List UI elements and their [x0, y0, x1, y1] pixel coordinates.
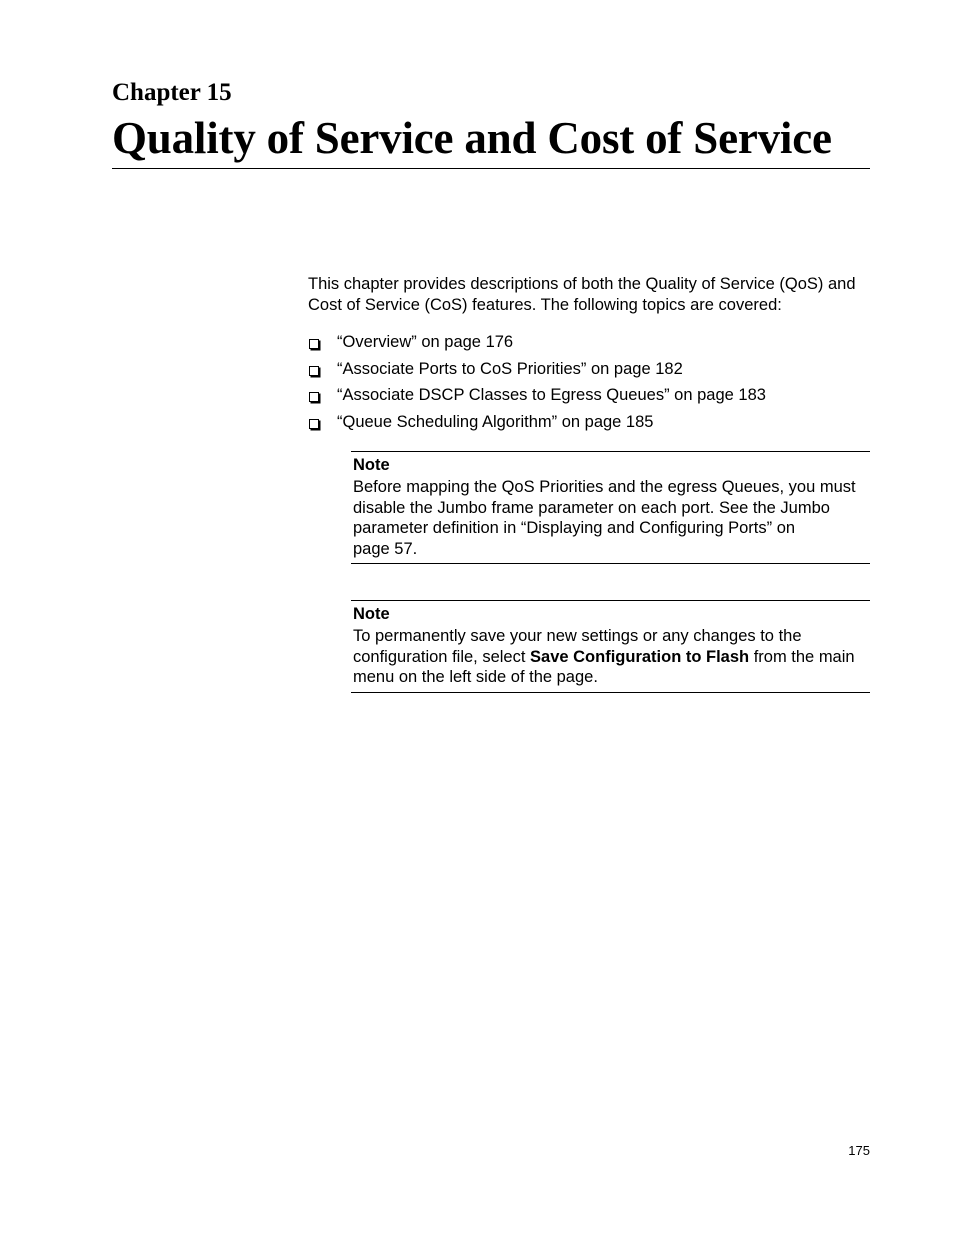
topic-link[interactable]: [308, 332, 868, 359]
intro-paragraph: This chapter provides descriptions of both the Quality of Service (QoS) and Cost of Service (CoS) features. The following topics are covered:: [308, 275, 856, 314]
topic-list: [308, 332, 868, 439]
topic-label: “Overview” on page 176: [337, 333, 514, 351]
topic-label: “Associate DSCP Classes to Egress Queues” on page 183: [337, 386, 766, 405]
note-text: To permanently save your new settings or any changes to the configuration file, select: [353, 627, 802, 666]
checkbox-bullet-icon: [309, 366, 319, 376]
note-line: parameter definition in “Displaying and Configuring Ports” on: [353, 519, 796, 537]
note-box-jumbo: [351, 451, 870, 564]
checkbox-bullet-icon: [309, 392, 319, 402]
checkbox-bullet-icon: [309, 339, 319, 349]
note-body: [353, 626, 870, 688]
note-line: page 57.: [353, 539, 418, 558]
note-text: from the main menu on the left side of the page.: [353, 647, 855, 686]
topic-link[interactable]: [308, 359, 868, 386]
checkbox-bullet-icon: [309, 419, 319, 429]
chapter-title: Quality of Service and Cost of Service: [112, 113, 832, 163]
title-divider: [112, 168, 870, 169]
note-box-save: [351, 600, 870, 693]
note-line: disable the Jumbo frame parameter on each port. See the Jumbo: [353, 498, 830, 517]
topic-label: “Associate Ports to CoS Priorities” on page 182: [337, 359, 683, 378]
topic-link[interactable]: [308, 412, 868, 439]
note-body: [353, 477, 870, 559]
topic-link[interactable]: [308, 385, 868, 412]
page-number: 175: [848, 1143, 870, 1158]
save-configuration-menu-reference: Save Configuration to Flash: [530, 647, 750, 666]
topic-label: “Queue Scheduling Algorithm” on page 185: [337, 413, 654, 432]
note-heading: Note: [353, 456, 390, 474]
chapter-label: Chapter 15: [112, 79, 232, 106]
note-heading: Note: [353, 605, 390, 623]
note-line: Before mapping the QoS Priorities and the egress Queues, you must: [353, 478, 856, 496]
